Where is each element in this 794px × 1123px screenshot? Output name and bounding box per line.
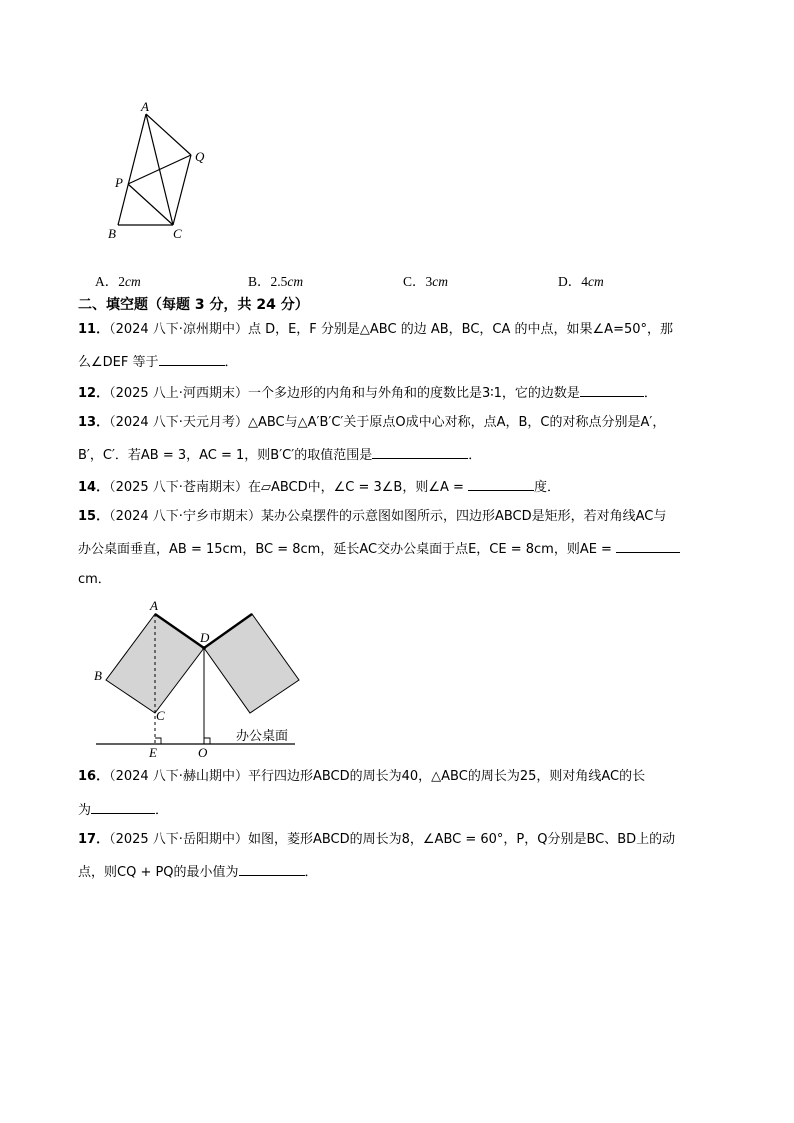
segment-ab [118,114,146,225]
q12-number: 12． [78,386,110,401]
option-b[interactable] [248,270,303,290]
q11-number: 11． [78,322,110,337]
segment-qc [173,155,191,225]
q15-text3: cm． [78,572,111,587]
option-b-value: 2.5 [270,274,288,289]
q15-source: （2024 八下·宁乡市期末） [109,509,261,524]
label-q: Q [195,149,205,164]
q16-text2: 为 [78,803,92,818]
q17-source: （2025 八下·岳阳期中） [109,832,248,847]
option-d[interactable] [558,270,604,290]
right-angle-mark-o [204,738,210,744]
q14-number: 14． [78,480,110,495]
q13-number: 13． [78,415,110,430]
q16-text1: 平行四边形ABCD的周长为40，△ABC的周长为25，则对角线AC的长 [247,769,646,784]
q17-number: 17． [78,832,110,847]
q13-end: ． [468,448,482,463]
segment-pq [128,155,191,184]
q11-text1: 点 D，E，F 分别是△ABC 的边 AB，BC，CA 的中点，如果∠A=50°，那 [247,322,674,337]
q16-end: ． [155,803,169,818]
figure-desk-ornament [90,596,310,760]
segment-pc [128,184,173,225]
label-c2: C [156,708,165,723]
q13-text1: △ABC与△A′B′C′关于原点O成中心对称，点A，B，C的对称点分别是A′， [247,415,666,430]
answer-options [95,270,695,290]
option-d-letter: D． [558,274,582,289]
q17-text1: 如图，菱形ABCD的周长为8，∠ABC = 60°，P，Q分别是BC、BD上的动 [247,832,676,847]
option-a[interactable] [95,270,141,290]
q15-answer-blank[interactable] [616,539,680,553]
label-a2: A [150,598,158,613]
q13-text2: B′，C′．若AB = 3，AC = 1，则B′C′的取值范围是 [78,448,373,463]
q16-line2 [78,800,718,820]
label-b: B [108,226,116,241]
q11-line2 [78,352,718,372]
q13-line2 [78,445,718,465]
desk-label: 办公桌面 [236,729,289,744]
q14-source: （2025 八下·苍南期末） [109,480,248,495]
q12-end: ． [643,386,657,401]
point-d [202,646,206,650]
q14-answer-blank[interactable] [468,477,534,491]
label-b2: B [94,668,102,683]
figure-quadrilateral [100,95,220,245]
q11-text2: 么∠DEF 等于 [78,355,159,370]
q12-source: （2025 八上·河西期末） [109,386,248,401]
q11-end: ． [224,355,238,370]
q15-text1: 某办公桌摆件的示意图如图所示，四边形ABCD是矩形，若对角线AC与 [260,509,667,524]
q15-line3 [78,571,718,589]
q17-line2 [78,862,718,882]
q15-line1 [78,508,718,526]
q11-source: （2024 八下·凉州期中） [109,322,248,337]
option-c-value: 3 [425,274,433,289]
option-d-value: 4 [581,274,588,289]
q11-answer-blank[interactable] [159,352,225,366]
q15-line2 [78,539,718,559]
option-b-unit: cm [287,274,304,289]
label-p: P [115,175,123,190]
q13-line1 [78,414,718,432]
segment-aq [146,114,191,155]
label-d2: D [200,630,210,645]
q14-end: 度． [533,480,560,495]
option-c-letter: C． [403,274,426,289]
q16-source: （2024 八下·赫山期中） [109,769,248,784]
right-angle-mark-e [155,738,161,744]
q11-line1 [78,321,718,339]
q16-answer-blank[interactable] [91,800,155,814]
q17-line1 [78,831,718,849]
label-o2: O [198,745,208,760]
q13-source: （2024 八下·天元月考） [109,415,248,430]
q12-text: 一个多边形的内角和与外角和的度数比是3∶1，它的边数是 [247,386,580,401]
q12-answer-blank[interactable] [580,383,644,397]
label-c: C [173,226,182,241]
option-d-unit: cm [588,274,604,289]
section-title: 二、填空题（每题 3 分，共 24 分） [78,297,309,313]
option-a-unit: cm [125,274,141,289]
q14-line [78,477,718,497]
label-a: A [141,99,149,114]
q15-number: 15． [78,509,110,524]
option-a-value: 2 [118,274,125,289]
option-a-letter: A． [95,274,119,289]
option-b-letter: B． [248,274,271,289]
option-c[interactable] [403,270,448,290]
q17-answer-blank[interactable] [239,862,305,876]
right-rectangle [204,614,299,713]
q12-line [78,383,718,403]
label-e2: E [149,745,157,760]
q16-number: 16． [78,769,110,784]
q14-text: 在▱ABCD中，∠C = 3∠B，则∠A = [247,480,464,495]
q13-answer-blank[interactable] [372,445,468,459]
q17-text2: 点，则CQ + PQ的最小值为 [78,865,239,880]
q16-line1 [78,768,718,786]
option-c-unit: cm [432,274,449,289]
q15-text2: 办公桌面垂直，AB = 15cm，BC = 8cm，延长AC交办公桌面于点E，CE = 8cm，则AE = [78,542,612,557]
q17-end: ． [304,865,318,880]
